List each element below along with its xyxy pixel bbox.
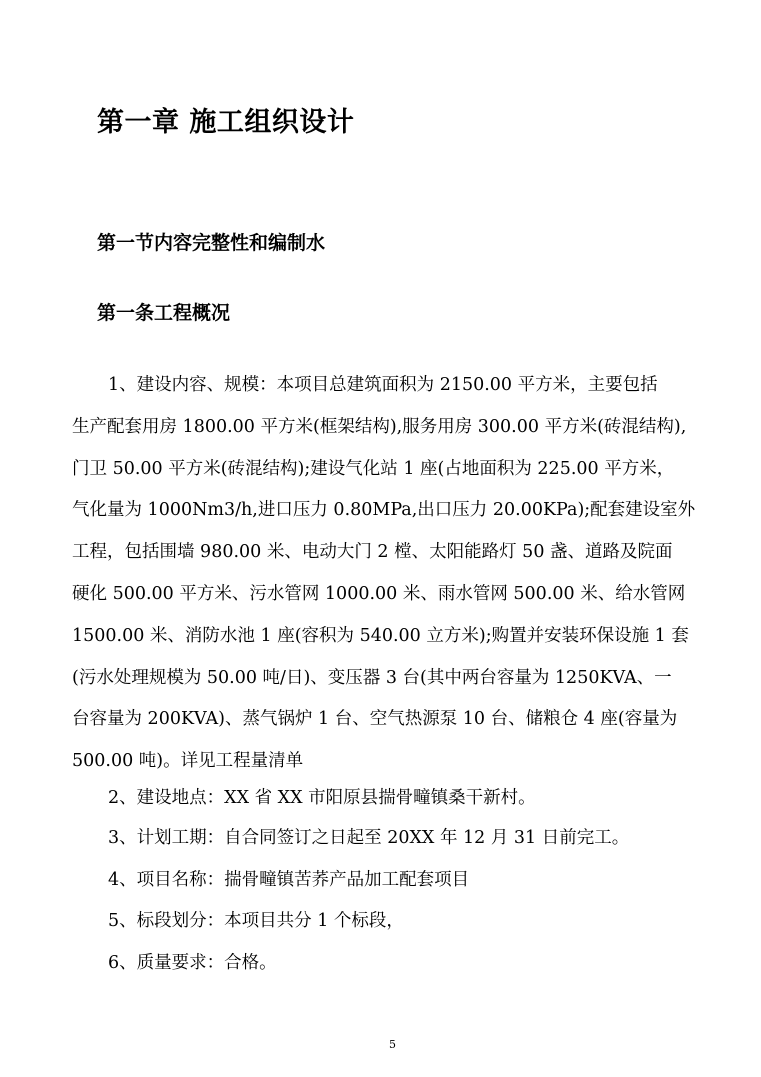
article-title: 第一条工程概况: [97, 302, 231, 324]
paragraph-line: 门卫 50.00 平方米(砖混结构);建设气化站 1 座(占地面积为 225.00 平方米，: [72, 458, 675, 479]
item-planned-duration: 3、计划工期：自合同签订之日起至 20XX 年 12 月 31 日前完工。: [108, 828, 630, 848]
paragraph-line: (污水处理规模为 50.00 吨/日)、变压器 3 台(其中两台容量为 1250KVA、一: [72, 667, 672, 688]
item-quality-requirement: 6、质量要求：合格。: [108, 953, 277, 973]
paragraph-line: 生产配套用房 1800.00 平方米(框架结构),服务用房 300.00 平方米(砖混结构),: [72, 416, 687, 437]
paragraph-line: 工程，包括围墙 980.00 米、电动大门 2 樘、太阳能路灯 50 盏、道路及院面: [72, 542, 673, 563]
project-overview-paragraph: [72, 365, 696, 783]
item-construction-site: 2、建设地点：XX 省 XX 市阳原县揣骨疃镇桑干新村。: [108, 788, 536, 808]
paragraph-line: 台容量为 200KVA)、蒸气锅炉 1 台、空气热源泵 10 台、储粮仓 4 座(容量为: [72, 709, 678, 730]
item-project-name: 4、项目名称：揣骨疃镇苦荞产品加工配套项目: [108, 870, 470, 890]
paragraph-line: 1、建设内容、规模：本项目总建筑面积为 2150.00 平方米，主要包括: [108, 375, 658, 395]
paragraph-line: 气化量为 1000Nm3/h,进口压力 0.80MPa,出口压力 20.00KPa);配套建设室外: [72, 500, 696, 521]
page-number: 5: [389, 1038, 396, 1051]
paragraph-line: 500.00 吨)。详见工程量清单: [72, 751, 304, 772]
chapter-title: 第一章 施工组织设计: [97, 107, 355, 138]
paragraph-line: 1500.00 米、消防水池 1 座(容积为 540.00 立方米);购置并安装环保设施 1 套: [72, 625, 689, 646]
item-bid-section: 5、标段划分：本项目共分 1 个标段，: [108, 911, 404, 931]
section-title: 第一节内容完整性和编制水: [97, 232, 326, 254]
paragraph-line: 硬化 500.00 平方米、污水管网 1000.00 米、雨水管网 500.00 米、给水管网: [72, 583, 686, 604]
